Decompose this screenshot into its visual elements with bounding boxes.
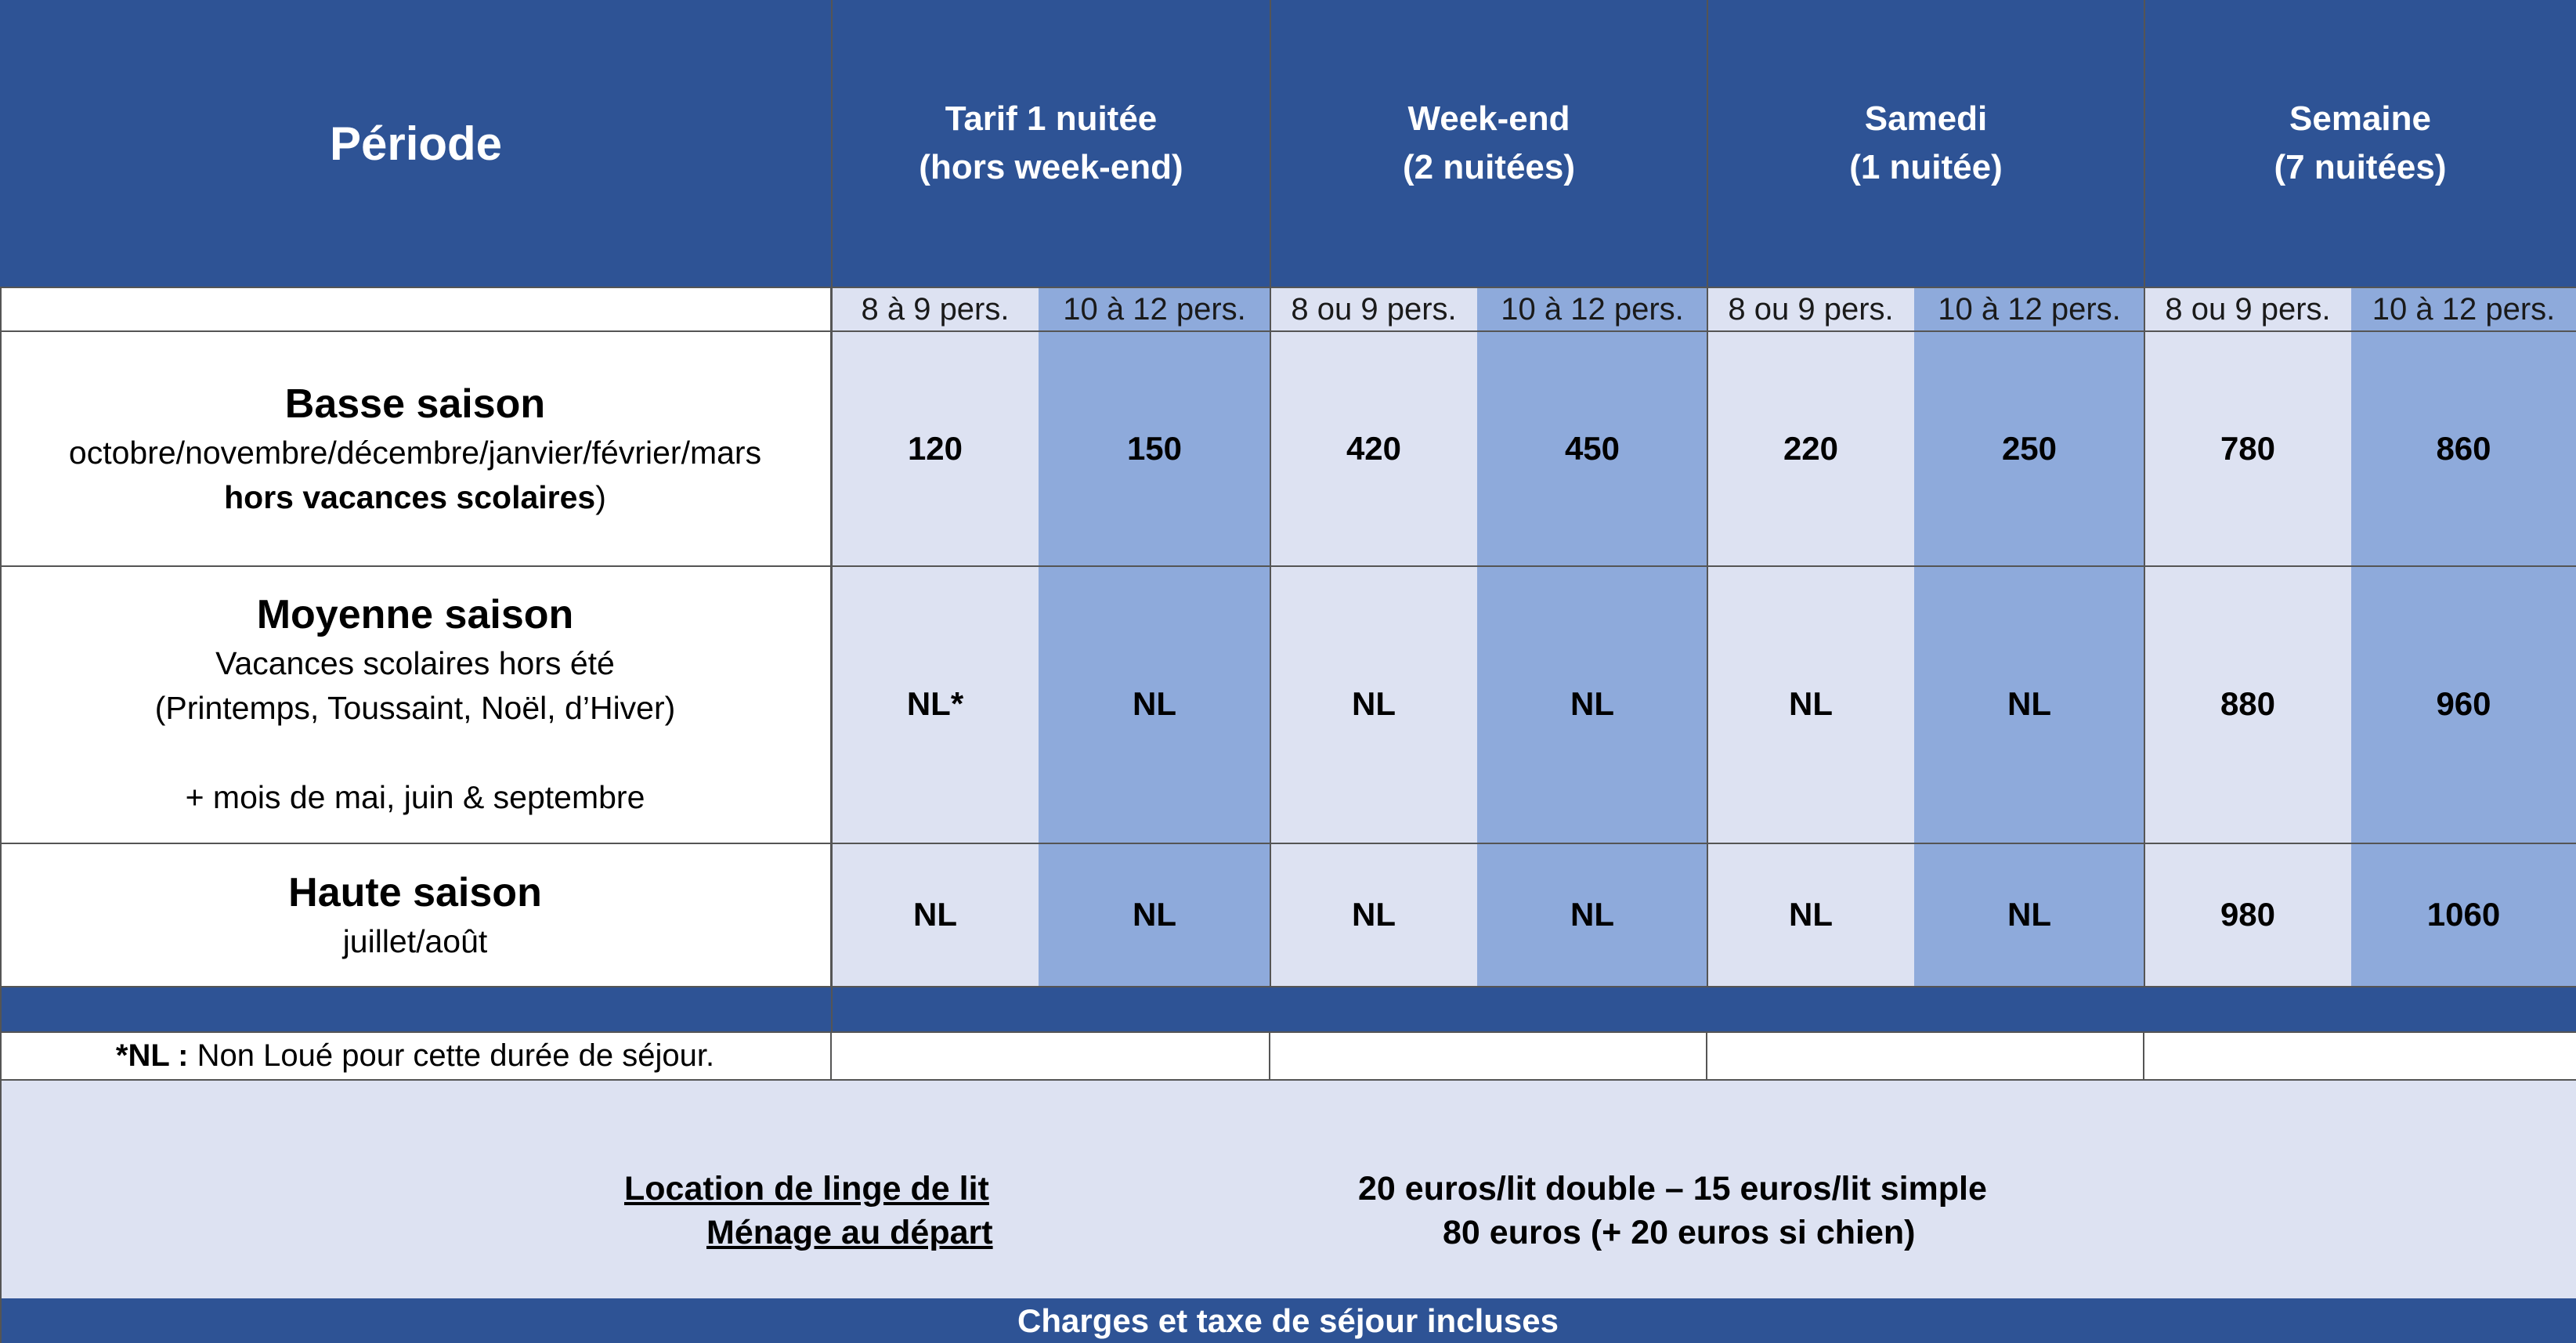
footnote-bold: *NL :: [115, 1038, 189, 1073]
price-cell: NL: [1477, 565, 1707, 843]
extra-cleaning: [706, 1214, 1915, 1252]
extra-label: Location de linge de lit: [624, 1170, 989, 1208]
price-cell: 980: [2144, 843, 2351, 987]
column-header-subtitle: (2 nuitées): [1402, 148, 1576, 186]
price-cell: NL: [1914, 565, 2144, 843]
sub-header-cell: 8 à 9 pers.: [832, 287, 1039, 332]
price-cell: 860: [2351, 332, 2576, 565]
column-header-one-night: [832, 0, 1270, 287]
period-line: [224, 475, 606, 520]
price-cell: NL: [1039, 843, 1270, 987]
footnote-text: Non Loué pour cette durée de séjour.: [188, 1038, 715, 1073]
price-cell: 150: [1039, 332, 1270, 565]
period-haute-saison: [0, 843, 832, 987]
period-line: Vacances scolaires hors été: [215, 645, 615, 681]
price-cell: NL: [1270, 565, 1477, 843]
price-cell: NL*: [832, 565, 1039, 843]
sub-header-cell: 8 ou 9 pers.: [1707, 287, 1914, 332]
period-line: + mois de mai, juin & septembre: [185, 779, 645, 815]
grid-line: [0, 843, 2576, 844]
period-moyenne-saison: [0, 565, 832, 843]
sub-header-blank: [0, 287, 832, 332]
period-line-bold: hors vacances scolaires: [224, 479, 596, 515]
price-cell: NL: [1477, 843, 1707, 987]
grid-line: [1707, 0, 1708, 987]
column-header-title: Week-end: [1407, 99, 1570, 138]
column-header-subtitle: (hors week-end): [919, 148, 1183, 186]
price-cell: 220: [1707, 332, 1914, 565]
period-line: (Printemps, Toussaint, Noël, d’Hiver): [154, 690, 676, 726]
grid-line: [831, 0, 833, 1032]
column-header-title: Samedi: [1864, 99, 1988, 138]
sub-header-cell: 10 à 12 pers.: [2351, 287, 2576, 332]
column-header-title: Semaine: [2289, 99, 2431, 138]
extra-value: 80 euros (+ 20 euros si chien): [1443, 1214, 1916, 1251]
grid-line: [0, 1031, 2576, 1033]
period-header: Période: [0, 0, 832, 287]
sub-header-cell: 10 à 12 pers.: [1914, 287, 2144, 332]
period-title: Moyenne saison: [256, 592, 574, 637]
footnote-blank: [1707, 1032, 2144, 1079]
extra-value: 20 euros/lit double – 15 euros/lit simple: [1358, 1170, 1987, 1208]
price-cell: 450: [1477, 332, 1707, 565]
column-header-subtitle: (7 nuitées): [2274, 148, 2447, 186]
extra-label: Ménage au départ: [706, 1214, 993, 1251]
grid-line: [0, 287, 2, 1343]
price-cell: 960: [2351, 565, 2576, 843]
extras-box: [0, 1079, 2576, 1300]
sub-header-cell: 10 à 12 pers.: [1039, 287, 1270, 332]
column-header-weekend: [1270, 0, 1707, 287]
grid-line: [1270, 0, 1271, 987]
sub-header-cell: 8 ou 9 pers.: [2144, 287, 2351, 332]
period-title: Haute saison: [288, 869, 542, 915]
price-cell: NL: [1270, 843, 1477, 987]
price-cell: 120: [832, 332, 1039, 565]
price-cell: 880: [2144, 565, 2351, 843]
sub-header-cell: 10 à 12 pers.: [1477, 287, 1707, 332]
extra-linen: [624, 1170, 1987, 1208]
footnote: [0, 1032, 832, 1079]
column-header-subtitle: (1 nuitée): [1849, 148, 2003, 186]
price-cell: 780: [2144, 332, 2351, 565]
footnote-blank: [832, 1032, 1270, 1079]
period-line: juillet/août: [342, 922, 488, 959]
price-cell: 1060: [2351, 843, 2576, 987]
price-cell: NL: [832, 843, 1039, 987]
footnote-blank: [2144, 1032, 2576, 1079]
separator-band: [0, 987, 2576, 1032]
price-cell: NL: [1707, 843, 1914, 987]
price-cell: NL: [1039, 565, 1270, 843]
grid-line: [2144, 0, 2145, 987]
bottom-banner: Charges et taxe de séjour incluses: [0, 1298, 2576, 1343]
price-cell: NL: [1914, 843, 2144, 987]
period-title: Basse saison: [284, 381, 546, 427]
grid-line: [0, 986, 2576, 987]
period-basse-saison: [0, 332, 832, 565]
price-cell: NL: [1707, 565, 1914, 843]
column-header-title: Tarif 1 nuitée: [945, 99, 1158, 138]
price-cell: 250: [1914, 332, 2144, 565]
period-line-suffix: ): [595, 479, 606, 515]
sub-header-cell: 8 ou 9 pers.: [1270, 287, 1477, 332]
footnote-blank: [1270, 1032, 1707, 1079]
grid-line: [0, 565, 2576, 567]
period-line: octobre/novembre/décembre/janvier/février/mars: [68, 435, 762, 471]
column-header-saturday: [1707, 0, 2144, 287]
price-cell: 420: [1270, 332, 1477, 565]
column-header-week: [2144, 0, 2576, 287]
